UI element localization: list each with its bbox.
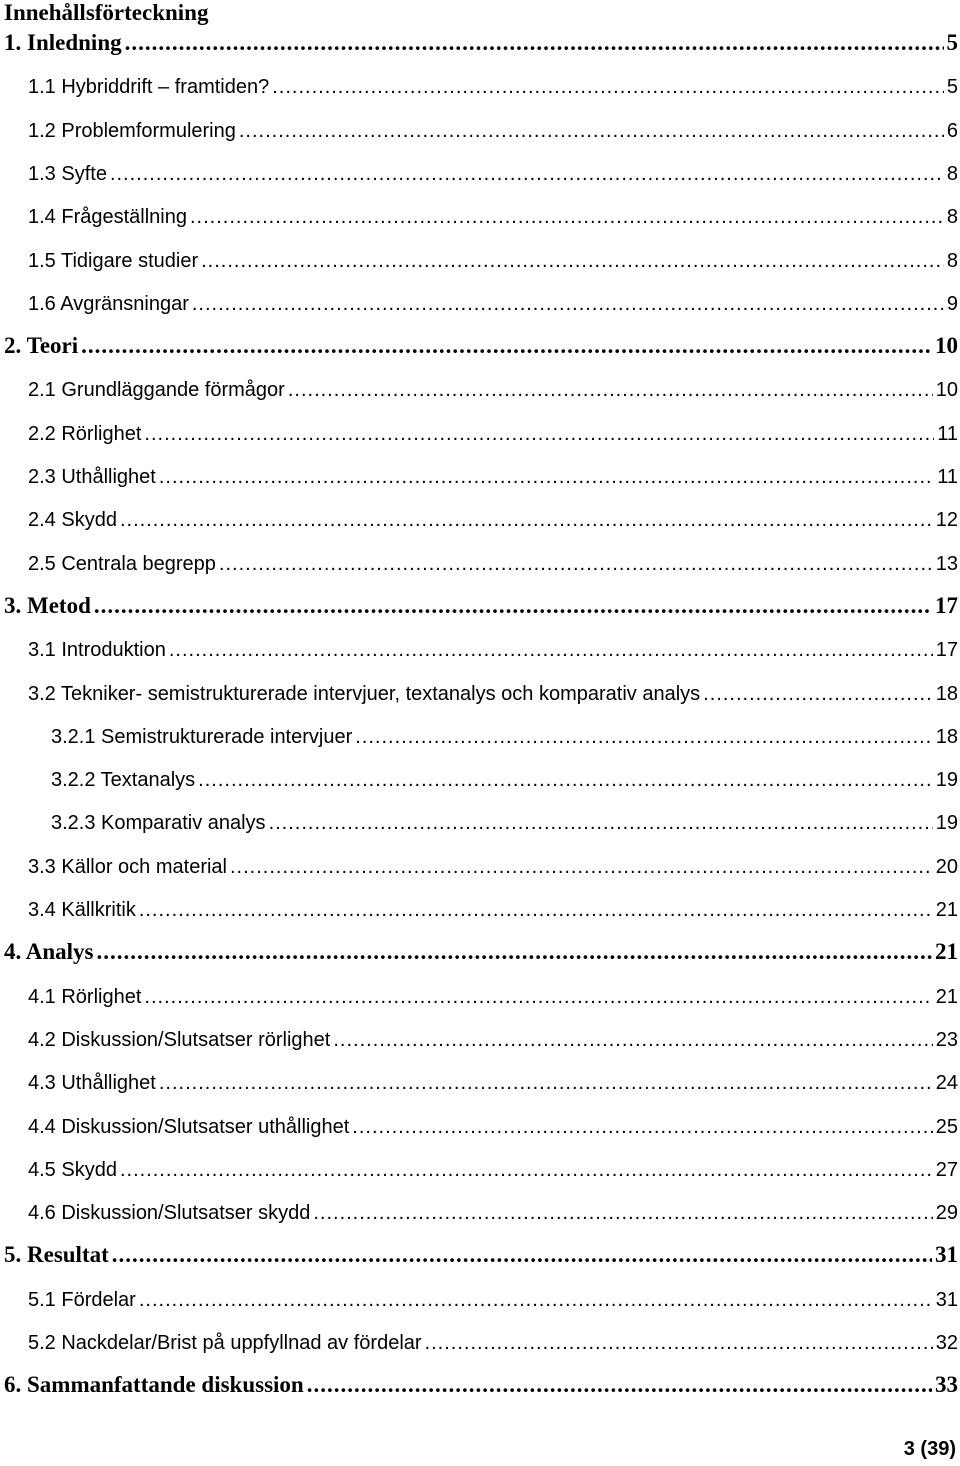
- toc-entry-page: 21: [935, 939, 958, 965]
- toc-entry-page: 23: [935, 1028, 958, 1051]
- toc-dot-leader: [313, 1202, 932, 1225]
- toc-entry[interactable]: [28, 1282, 958, 1312]
- toc-entry[interactable]: [28, 1152, 958, 1182]
- toc-entry[interactable]: [51, 762, 958, 792]
- toc-entry-label: 4.1 Rörlighet: [28, 985, 142, 1008]
- toc-dot-leader: [112, 1242, 932, 1268]
- toc-dot-leader: [425, 1332, 933, 1355]
- toc-entry-page: 21: [935, 899, 958, 921]
- toc-entry-page: 12: [935, 509, 958, 532]
- toc-entry[interactable]: [28, 979, 958, 1009]
- toc-entry-page: 29: [935, 1202, 958, 1225]
- toc-entry-label: 4.6 Diskussion/Slutsatser skydd: [28, 1202, 311, 1225]
- toc-entry-page: 5: [946, 76, 958, 99]
- toc-entry-page: 24: [935, 1072, 958, 1095]
- toc-dot-leader: [81, 333, 932, 359]
- toc-entry-label: 3.2.3 Komparativ analys: [51, 812, 266, 835]
- toc-heading: Innehållsförteckning: [4, 0, 209, 25]
- toc-entry-label: 4.5 Skydd: [28, 1158, 117, 1181]
- toc-entry-page: 8: [946, 162, 958, 185]
- toc-dot-leader: [190, 206, 944, 229]
- toc-entry-label: 3.2 Tekniker- semistrukturerade intervjuer, textanalys och komparativ analys: [28, 682, 701, 705]
- toc-dot-leader: [192, 293, 944, 316]
- toc-entry-label: 3.1 Introduktion: [28, 639, 166, 662]
- toc-entry-label: 2.5 Centrala begrepp: [28, 552, 216, 575]
- page-number: 3 (39): [903, 1438, 956, 1460]
- toc-entry-label: 2.4 Skydd: [28, 509, 117, 532]
- toc-entry-page: 10: [935, 379, 958, 402]
- toc-entry[interactable]: [28, 459, 958, 489]
- toc-entry-page: 10: [935, 333, 958, 359]
- toc-dot-leader: [139, 1289, 933, 1312]
- toc-entry-label: 3.2.1 Semistrukturerade intervjuer: [51, 725, 353, 748]
- toc-entry-page: 21: [935, 985, 958, 1008]
- toc-dot-leader: [120, 1159, 933, 1182]
- toc-entry-label: 1.6 Avgränsningar: [28, 292, 189, 315]
- toc-entry-page: 8: [946, 206, 958, 229]
- toc-entry[interactable]: [28, 199, 958, 229]
- toc-entry[interactable]: [28, 372, 958, 402]
- toc-entry-label: 2.3 Uthållighet: [28, 466, 156, 488]
- toc-entry[interactable]: [4, 935, 958, 965]
- toc-dot-leader: [333, 1029, 932, 1052]
- toc-entry[interactable]: [4, 589, 958, 619]
- toc-entry[interactable]: [28, 546, 958, 576]
- toc-dot-leader: [169, 639, 933, 662]
- toc-entry-label: 1.2 Problemformulering: [28, 119, 236, 142]
- toc-entry-page: 9: [946, 292, 958, 315]
- toc-entry[interactable]: [4, 1368, 958, 1398]
- toc-entry-page: 31: [935, 1242, 958, 1268]
- toc-entry-label: 3.4 Källkritik: [28, 899, 136, 921]
- toc-entry-page: 19: [935, 769, 958, 792]
- toc-entry-label: 5.2 Nackdelar/Brist på uppfyllnad av fördelar: [28, 1332, 422, 1354]
- toc-dot-leader: [201, 250, 944, 273]
- toc-entry[interactable]: [28, 892, 958, 922]
- toc-dot-leader: [703, 683, 933, 706]
- toc-dot-leader: [239, 120, 944, 143]
- toc-dot-leader: [355, 726, 933, 749]
- toc-entry[interactable]: [28, 156, 958, 186]
- toc-entry[interactable]: [4, 26, 958, 56]
- toc-entry[interactable]: [28, 113, 958, 143]
- toc-dot-leader: [307, 1372, 932, 1398]
- toc-entry-page: 17: [935, 639, 958, 662]
- toc-entry-label: 5.1 Fördelar: [28, 1288, 136, 1311]
- toc-entry-page: 11: [937, 422, 958, 445]
- toc-entry-label: 2.2 Rörlighet: [28, 422, 142, 445]
- toc-entry-label: 4.3 Uthållighet: [28, 1072, 156, 1095]
- toc-entry-label: 1. Inledning: [4, 30, 122, 55]
- toc-dot-leader: [139, 899, 933, 922]
- toc-entry-label: 3.3 Källor och material: [28, 855, 227, 878]
- toc-dot-leader: [96, 939, 932, 965]
- toc-entry-label: 1.4 Frågeställning: [28, 206, 187, 229]
- toc-entry-label: 1.3 Syfte: [28, 162, 107, 185]
- toc-dot-leader: [94, 593, 932, 619]
- toc-entry[interactable]: [28, 1325, 958, 1355]
- toc-entry-label: 1.5 Tidigare studier: [28, 249, 199, 272]
- toc-entry-label: 6. Sammanfattande diskussion: [4, 1372, 304, 1398]
- toc-entry[interactable]: [28, 416, 958, 446]
- toc-dot-leader: [125, 30, 944, 56]
- toc-dot-leader: [144, 423, 934, 446]
- toc-entry[interactable]: [51, 805, 958, 835]
- toc-entry[interactable]: [28, 632, 958, 662]
- toc-entry[interactable]: [28, 676, 958, 706]
- toc-entry[interactable]: [51, 719, 958, 749]
- toc-entry-page: 17: [935, 592, 958, 618]
- toc-entry-label: 5. Resultat: [4, 1242, 109, 1268]
- toc-entry-page: 6: [946, 119, 958, 142]
- toc-entry-label: 3. Metod: [4, 592, 91, 618]
- toc-dot-leader: [269, 812, 933, 835]
- toc-entry-label: 1.1 Hybriddrift – framtiden?: [28, 76, 270, 99]
- toc-entry-label: 4.4 Diskussion/Slutsatser uthållighet: [28, 1115, 350, 1138]
- toc-entry-page: 31: [935, 1288, 958, 1311]
- toc-dot-leader: [352, 1116, 932, 1139]
- toc-entry[interactable]: [28, 243, 958, 273]
- toc-entry[interactable]: [4, 1238, 958, 1268]
- toc-entry[interactable]: [28, 69, 958, 99]
- toc-entry-page: 18: [935, 725, 958, 748]
- toc-dot-leader: [219, 553, 933, 576]
- toc-entry[interactable]: [28, 1109, 958, 1139]
- toc-entry-page: 33: [935, 1372, 958, 1398]
- toc-entry-label: 4. Analys: [4, 939, 94, 965]
- toc-entry-page: 18: [935, 682, 958, 705]
- toc-entry-page: 8: [946, 249, 958, 272]
- toc-dot-leader: [288, 379, 933, 402]
- toc-entry-page: 25: [935, 1115, 958, 1138]
- toc-dot-leader: [144, 986, 932, 1009]
- toc-entry-page: 11: [937, 466, 958, 488]
- toc-entry-page: 5: [946, 30, 958, 55]
- toc-entry[interactable]: [4, 329, 958, 359]
- toc-entry-label: 4.2 Diskussion/Slutsatser rörlighet: [28, 1028, 331, 1051]
- toc-dot-leader: [198, 769, 933, 792]
- toc-entry[interactable]: [28, 1022, 958, 1052]
- toc-entry-label: 2.1 Grundläggande förmågor: [28, 379, 285, 402]
- toc-entry[interactable]: [28, 286, 958, 316]
- toc-dot-leader: [120, 509, 933, 532]
- toc-entry-page: 32: [935, 1332, 958, 1354]
- toc-entry-label: 3.2.2 Textanalys: [51, 769, 196, 792]
- toc-dot-leader: [230, 856, 933, 879]
- toc-entry[interactable]: [28, 849, 958, 879]
- toc-entry-page: 19: [935, 812, 958, 835]
- toc-dot-leader: [159, 466, 934, 489]
- toc-dot-leader: [110, 163, 944, 186]
- toc-entry[interactable]: [28, 1065, 958, 1095]
- toc-entry-page: 20: [935, 855, 958, 878]
- toc-dot-leader: [272, 76, 944, 99]
- toc-entry-label: 2. Teori: [4, 333, 79, 359]
- toc-dot-leader: [159, 1072, 933, 1095]
- toc-entry-page: 27: [935, 1158, 958, 1181]
- toc-entry-page: 13: [935, 552, 958, 575]
- toc-entry[interactable]: [28, 502, 958, 532]
- toc-entry[interactable]: [28, 1195, 958, 1225]
